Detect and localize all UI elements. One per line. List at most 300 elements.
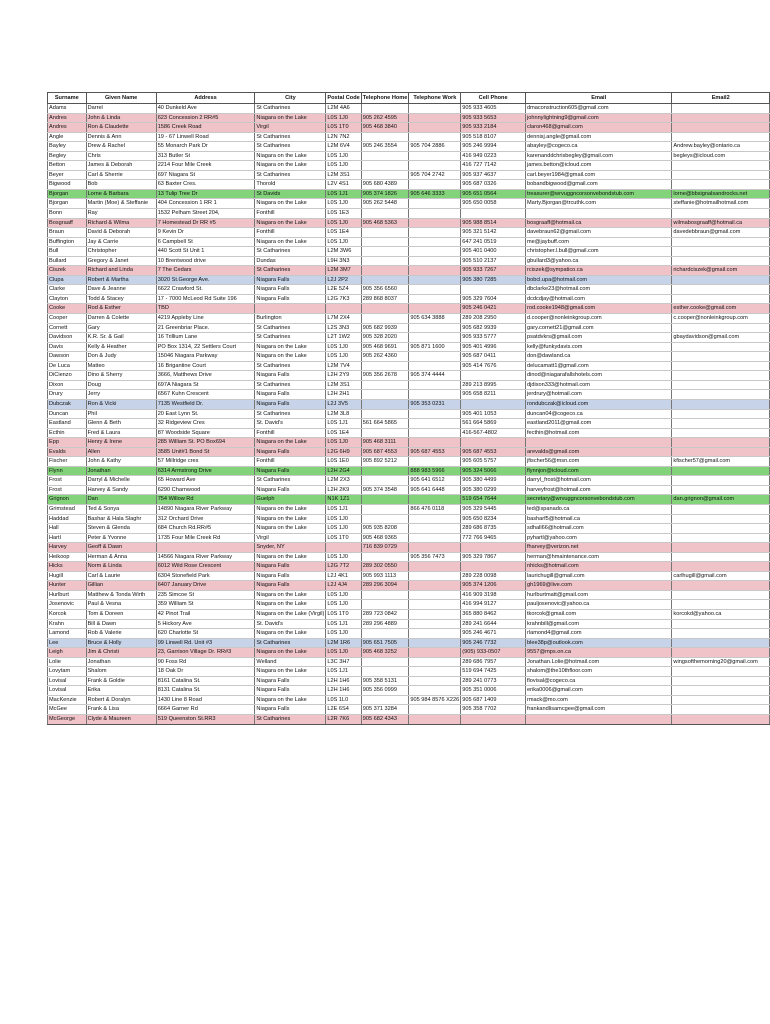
cell-surname[interactable]: Begley [48,151,87,161]
cell-cell-phone[interactable]: 905 687 4553 [461,447,526,457]
cell-telephone-work[interactable]: 905 356 7473 [409,552,461,562]
table-row[interactable] [48,199,770,209]
cell-email2[interactable] [672,104,770,114]
cell-surname[interactable]: Clarke [48,285,87,295]
cell-email[interactable]: herman@hmaintenance.com [526,552,672,562]
table-row[interactable] [48,113,770,123]
cell-postal-code[interactable]: L7M 2X4 [326,314,361,324]
table-row[interactable] [48,638,770,648]
cell-given-name[interactable]: Drew & Rachel [86,142,156,152]
cell-given-name[interactable]: Phil [86,409,156,419]
cell-surname[interactable]: Hall [48,524,87,534]
cell-telephone-home[interactable]: 905 892 5212 [361,457,409,467]
cell-email2[interactable] [672,466,770,476]
cell-email[interactable]: treasurer@wrvuggncorsonvebondstub.com [526,189,672,199]
table-row[interactable] [48,266,770,276]
cell-cell-phone[interactable]: 905 380 4499 [461,476,526,486]
table-row[interactable] [48,476,770,486]
cell-telephone-home[interactable] [361,629,409,639]
cell-city[interactable]: St Catharines [255,104,326,114]
table-row[interactable] [48,705,770,715]
cell-email[interactable]: djdixon333@hotmail.com [526,380,672,390]
cell-email2[interactable] [672,161,770,171]
table-row[interactable] [48,600,770,610]
cell-telephone-work[interactable] [409,361,461,371]
cell-cell-phone[interactable]: 905 650 8234 [461,514,526,524]
cell-telephone-work[interactable] [409,571,461,581]
cell-telephone-work[interactable] [409,285,461,295]
cell-postal-code[interactable]: L2G 7K3 [326,294,361,304]
table-row[interactable] [48,189,770,199]
cell-email[interactable]: dinod@niagarafallshotels.com [526,371,672,381]
table-row[interactable] [48,294,770,304]
cell-cell-phone[interactable]: 905 651 0564 [461,189,526,199]
cell-surname[interactable]: Bosgraaff [48,218,87,228]
cell-given-name[interactable]: Richard & Wilma [86,218,156,228]
cell-email[interactable]: pyhartl@yahoo.com [526,533,672,543]
cell-surname[interactable]: Lamond [48,629,87,639]
cell-email2[interactable] [672,667,770,677]
cell-cell-phone[interactable]: 905 380 7285 [461,275,526,285]
cell-telephone-work[interactable]: 905 704 2742 [409,170,461,180]
cell-given-name[interactable]: Richard and Linda [86,266,156,276]
cell-address[interactable]: 754 Willow Rd [156,495,255,505]
cell-surname[interactable]: Angle [48,132,87,142]
cell-city[interactable]: Niagara on the Lake [255,695,326,705]
cell-postal-code[interactable]: L0S 1E0 [326,457,361,467]
cell-address[interactable]: 17 - 7000 McLeod Rd Suite 196 [156,294,255,304]
cell-surname[interactable]: Duncan [48,409,87,419]
cell-cell-phone[interactable]: 905 358 7702 [461,705,526,715]
cell-telephone-work[interactable] [409,113,461,123]
table-row[interactable] [48,571,770,581]
cell-email2[interactable] [672,476,770,486]
table-row[interactable] [48,228,770,238]
cell-telephone-home[interactable] [361,514,409,524]
cell-telephone-home[interactable] [361,380,409,390]
cell-given-name[interactable]: Carl & Sherrie [86,170,156,180]
cell-email2[interactable] [672,705,770,715]
cell-telephone-work[interactable]: 905 687 4553 [409,447,461,457]
cell-telephone-home[interactable]: 905 468 9365 [361,533,409,543]
cell-email[interactable]: dbclarke23@hotmail.com [526,285,672,295]
cell-city[interactable]: Niagara Falls [255,399,326,409]
cell-postal-code[interactable]: L0S 1J0 [326,113,361,123]
cell-surname[interactable]: Clupa [48,275,87,285]
cell-cell-phone[interactable]: 416 727 7142 [461,161,526,171]
cell-postal-code[interactable]: L0S 1J0 [326,514,361,524]
cell-telephone-home[interactable]: 905 374 3548 [361,485,409,495]
cell-email2[interactable] [672,399,770,409]
cell-postal-code[interactable]: L2J 4K1 [326,571,361,581]
cell-surname[interactable]: Epp [48,438,87,448]
table-row[interactable] [48,247,770,257]
cell-city[interactable]: Niagara Falls [255,676,326,686]
cell-telephone-work[interactable] [409,161,461,171]
cell-telephone-home[interactable]: 905 262 5448 [361,199,409,209]
cell-email2[interactable] [672,524,770,534]
cell-address[interactable]: 6664 Garner Rd [156,705,255,715]
cell-email2[interactable]: Andrew.bayley@ontario.ca [672,142,770,152]
cell-postal-code[interactable]: L0S 1J1 [326,189,361,199]
table-row[interactable] [48,695,770,705]
cell-surname[interactable]: Evalds [48,447,87,457]
cell-address[interactable]: PO Box 1314, 22 Settlers Court [156,342,255,352]
cell-surname[interactable]: Cornett [48,323,87,333]
cell-email[interactable] [526,209,672,219]
cell-city[interactable]: Niagara on the Lake [255,524,326,534]
cell-city[interactable]: Niagara Falls [255,581,326,591]
cell-cell-phone[interactable]: 905 329 5445 [461,504,526,514]
cell-postal-code[interactable]: L2M 7V4 [326,361,361,371]
cell-telephone-work[interactable]: 905 641 6512 [409,476,461,486]
cell-cell-phone[interactable]: 905 380 0299 [461,485,526,495]
cell-postal-code[interactable]: L0S 1J0 [326,648,361,658]
cell-city[interactable]: Niagara Falls [255,466,326,476]
cell-email2[interactable]: esther.cooke@gmail.com [672,304,770,314]
cell-city[interactable]: Niagara on the Lake [255,667,326,677]
cell-address[interactable]: 1532 Pelham Street 204, [156,209,255,219]
table-row[interactable] [48,409,770,419]
cell-email2[interactable]: korcokd@yahoo.ca [672,609,770,619]
cell-city[interactable]: Niagara on the Lake [255,438,326,448]
cell-telephone-work[interactable] [409,333,461,343]
cell-cell-phone[interactable]: (905) 933-0507 [461,648,526,658]
cell-given-name[interactable]: Shalom [86,667,156,677]
cell-surname[interactable]: Hurlburt [48,590,87,600]
cell-surname[interactable]: Ciszek [48,266,87,276]
cell-email[interactable]: johnnylightning9@gmail.com [526,113,672,123]
cell-email[interactable]: gary.cornett21@gmail.com [526,323,672,333]
cell-postal-code[interactable]: L0S 1J0 [326,218,361,228]
cell-telephone-work[interactable]: 905 641 6448 [409,485,461,495]
cell-city[interactable]: Niagara on the Lake [255,237,326,247]
cell-surname[interactable]: Lovytam [48,667,87,677]
cell-telephone-home[interactable] [361,409,409,419]
cell-cell-phone[interactable]: 416 909 3198 [461,590,526,600]
cell-city[interactable]: St Catharines [255,266,326,276]
cell-telephone-work[interactable] [409,247,461,257]
cell-email2[interactable] [672,170,770,180]
cell-telephone-home[interactable] [361,476,409,486]
cell-email2[interactable] [672,361,770,371]
table-row[interactable] [48,380,770,390]
cell-telephone-home[interactable]: 905 468 3840 [361,123,409,133]
table-row[interactable] [48,161,770,171]
cell-address[interactable]: 6290 Charnwood [156,485,255,495]
cell-surname[interactable]: Hugill [48,571,87,581]
cell-telephone-work[interactable] [409,218,461,228]
cell-address[interactable]: 55 Monarch Park Dr [156,142,255,152]
cell-telephone-work[interactable] [409,104,461,114]
cell-given-name[interactable]: Ron & Claudette [86,123,156,133]
cell-given-name[interactable]: Jonathan [86,466,156,476]
cell-postal-code[interactable]: L0S 1J0 [326,552,361,562]
cell-surname[interactable]: Bullard [48,256,87,266]
cell-surname[interactable]: Fischer [48,457,87,467]
cell-email[interactable]: bosgraaff@hotmail.ca [526,218,672,228]
cell-cell-phone[interactable]: 772 766 9465 [461,533,526,543]
cell-city[interactable] [255,304,326,314]
cell-address[interactable]: 6314 Armstrong Drive [156,466,255,476]
table-row[interactable] [48,466,770,476]
cell-surname[interactable]: Heikoop [48,552,87,562]
cell-email[interactable]: don@dawland.ca [526,352,672,362]
cell-cell-phone[interactable]: 905 937 4637 [461,170,526,180]
cell-email[interactable]: rod.cooke1948@gmail.com [526,304,672,314]
cell-postal-code[interactable]: L0S 1J0 [326,151,361,161]
cell-address[interactable]: 7135 Westfield Dr. [156,399,255,409]
cell-telephone-work[interactable] [409,132,461,142]
cell-surname[interactable]: Betton [48,161,87,171]
cell-city[interactable]: Niagara on the Lake [255,151,326,161]
cell-surname[interactable]: Braun [48,228,87,238]
cell-address[interactable]: 285 William St. PO Box694 [156,438,255,448]
cell-email2[interactable] [672,237,770,247]
cell-given-name[interactable]: Peter & Yvonne [86,533,156,543]
cell-given-name[interactable]: Matteo [86,361,156,371]
cell-surname[interactable]: Krahn [48,619,87,629]
table-row[interactable] [48,667,770,677]
cell-city[interactable]: St Davids [255,189,326,199]
cell-postal-code[interactable]: L0S 1E4 [326,228,361,238]
cell-telephone-work[interactable] [409,380,461,390]
cell-given-name[interactable]: Ted & Sonya [86,504,156,514]
cell-telephone-work[interactable] [409,562,461,572]
cell-email2[interactable]: carlhugill@gmail.com [672,571,770,581]
cell-email2[interactable]: kfischer57@gmail.com [672,457,770,467]
cell-postal-code[interactable]: L0S 1J0 [326,590,361,600]
table-row[interactable] [48,552,770,562]
cell-city[interactable]: St. David's [255,619,326,629]
column-header-email[interactable]: Email [526,93,672,104]
cell-address[interactable]: 6407 January Drive [156,581,255,591]
cell-given-name[interactable]: Steven & Glenda [86,524,156,534]
cell-surname[interactable]: Haddad [48,514,87,524]
cell-surname[interactable]: Andres [48,113,87,123]
cell-email[interactable] [526,715,672,725]
table-row[interactable] [48,285,770,295]
cell-email2[interactable] [672,715,770,725]
cell-postal-code[interactable]: L2E 5Z4 [326,285,361,295]
cell-given-name[interactable]: Harvey & Sandy [86,485,156,495]
cell-postal-code[interactable]: L2H 2Y9 [326,371,361,381]
table-row[interactable] [48,581,770,591]
cell-telephone-work[interactable] [409,629,461,639]
cell-telephone-work[interactable]: 905 353 0231 [409,399,461,409]
cell-surname[interactable]: McGee [48,705,87,715]
table-row[interactable] [48,428,770,438]
cell-cell-phone[interactable]: 905 321 5142 [461,228,526,238]
cell-email2[interactable] [672,180,770,190]
cell-postal-code[interactable]: L2M 3W6 [326,247,361,257]
cell-cell-phone[interactable]: 905 510 2137 [461,256,526,266]
cell-telephone-home[interactable]: 905 468 9691 [361,342,409,352]
cell-postal-code[interactable]: L2G 7T2 [326,562,361,572]
cell-given-name[interactable]: Darren & Colette [86,314,156,324]
cell-telephone-work[interactable]: 888 983 5966 [409,466,461,476]
cell-address[interactable]: 519 Queenston St.RR3 [156,715,255,725]
cell-cell-phone[interactable]: 289 228 0098 [461,571,526,581]
cell-cell-phone[interactable] [461,285,526,295]
table-row[interactable] [48,619,770,629]
cell-cell-phone[interactable]: 289 241 0773 [461,676,526,686]
cell-telephone-home[interactable]: 905 468 5363 [361,218,409,228]
cell-address[interactable]: 312 Orchard Drive [156,514,255,524]
cell-address[interactable]: 20 East Lynn St. [156,409,255,419]
cell-city[interactable]: Snyder, NY [255,543,326,553]
cell-email2[interactable] [672,629,770,639]
cell-cell-phone[interactable]: 416-567-4802 [461,428,526,438]
cell-telephone-home[interactable]: 289 296 4889 [361,619,409,629]
cell-city[interactable]: Burlington [255,314,326,324]
cell-email[interactable]: flovisal@cogeco.ca [526,676,672,686]
cell-email[interactable]: christopher.l.bull@gmail.com [526,247,672,257]
cell-given-name[interactable]: Erika [86,686,156,696]
cell-telephone-home[interactable]: 289 296 3094 [361,581,409,591]
cell-city[interactable]: Niagara on the Lake [255,648,326,658]
cell-email2[interactable] [672,485,770,495]
cell-telephone-home[interactable] [361,161,409,171]
cell-email[interactable]: gh1969@live.com [526,581,672,591]
cell-given-name[interactable]: Dan [86,495,156,505]
cell-email2[interactable] [672,323,770,333]
cell-telephone-work[interactable]: 866 476 0118 [409,504,461,514]
cell-address[interactable]: 2214 Four Mile Creek [156,161,255,171]
cell-address[interactable]: 99 Linwell Rd. Unit #3 [156,638,255,648]
cell-telephone-home[interactable]: 905 682 4343 [361,715,409,725]
cell-given-name[interactable]: Frank & Goldie [86,676,156,686]
cell-email[interactable]: dmaconstruction605@gmail.com [526,104,672,114]
cell-cell-phone[interactable]: 905 246 4671 [461,629,526,639]
table-row[interactable] [48,209,770,219]
cell-city[interactable]: St Catharines [255,715,326,725]
cell-cell-phone[interactable] [461,371,526,381]
cell-telephone-work[interactable] [409,705,461,715]
cell-given-name[interactable]: James & Deborah [86,161,156,171]
cell-email[interactable]: tkorcok@gmail.com [526,609,672,619]
column-header-address[interactable]: Address [156,93,255,104]
cell-telephone-home[interactable] [361,504,409,514]
cell-telephone-work[interactable] [409,275,461,285]
table-row[interactable] [48,438,770,448]
cell-given-name[interactable]: Jay & Carrie [86,237,156,247]
cell-city[interactable]: Fonthill [255,209,326,219]
cell-telephone-work[interactable] [409,590,461,600]
cell-postal-code[interactable]: L0S 1J0 [326,199,361,209]
cell-email[interactable]: kelly@funkydavis.com [526,342,672,352]
cell-given-name[interactable]: Glenn & Beth [86,419,156,429]
cell-given-name[interactable]: Dave & Jeanne [86,285,156,295]
cell-surname[interactable]: Flynn [48,466,87,476]
cell-cell-phone[interactable]: 905 351 0006 [461,686,526,696]
table-row[interactable] [48,590,770,600]
cell-surname[interactable]: Korcok [48,609,87,619]
cell-city[interactable]: St Catharines [255,476,326,486]
cell-email[interactable]: davebraun62@gmail.com [526,228,672,238]
cell-address[interactable]: 65 Howard Ave [156,476,255,486]
cell-given-name[interactable]: Kelly & Heather [86,342,156,352]
cell-telephone-home[interactable]: 905 680 4389 [361,180,409,190]
cell-email2[interactable] [672,294,770,304]
cell-email2[interactable] [672,380,770,390]
table-row[interactable] [48,514,770,524]
cell-email[interactable]: claron468@gmail.com [526,123,672,133]
cell-email[interactable]: erika0006@gmail.com [526,686,672,696]
cell-telephone-work[interactable] [409,638,461,648]
cell-email2[interactable]: davedebbraun@gmail.com [672,228,770,238]
cell-address[interactable]: 23, Garrison Village Dr. RR#3 [156,648,255,658]
cell-cell-phone[interactable] [461,399,526,409]
cell-telephone-work[interactable] [409,648,461,658]
cell-telephone-work[interactable] [409,543,461,553]
cell-telephone-work[interactable] [409,180,461,190]
cell-postal-code[interactable]: L2M 1R6 [326,638,361,648]
cell-address[interactable]: 9 Kevin Dr [156,228,255,238]
cell-telephone-home[interactable]: 905 371 3284 [361,705,409,715]
cell-telephone-home[interactable]: 905 356 0999 [361,686,409,696]
cell-surname[interactable]: Bull [48,247,87,257]
cell-postal-code[interactable]: L2R 7K6 [326,715,361,725]
cell-telephone-home[interactable]: 289 868 8037 [361,294,409,304]
cell-telephone-home[interactable]: 905 687 4553 [361,447,409,457]
cell-telephone-home[interactable] [361,228,409,238]
cell-city[interactable]: Dundas [255,256,326,266]
cell-cell-phone[interactable]: 905 329 7604 [461,294,526,304]
cell-telephone-work[interactable] [409,495,461,505]
cell-address[interactable]: 57 Millridge cres [156,457,255,467]
cell-cell-phone[interactable]: 519 694 7425 [461,667,526,677]
cell-city[interactable]: Niagara on the Lake [255,504,326,514]
table-row[interactable] [48,314,770,324]
column-header-postal-code[interactable]: Postal Code [326,93,361,104]
cell-telephone-home[interactable]: 905 262 4360 [361,352,409,362]
cell-cell-phone[interactable]: 905 933 7267 [461,266,526,276]
cell-postal-code[interactable]: L0S 1J0 [326,161,361,171]
cell-address[interactable]: 21 Greenbriar Place. [156,323,255,333]
cell-email2[interactable] [672,419,770,429]
cell-address[interactable]: 18 Oak Dr [156,667,255,677]
cell-email2[interactable] [672,619,770,629]
cell-given-name[interactable]: Bill & Dawn [86,619,156,629]
cell-city[interactable]: Niagara on the Lake [255,199,326,209]
cell-telephone-work[interactable] [409,581,461,591]
cell-address[interactable]: 404 Concession 1 RR 1 [156,199,255,209]
cell-postal-code[interactable]: L2M 3M7 [326,266,361,276]
cell-cell-phone[interactable]: 905 401 4996 [461,342,526,352]
table-row[interactable] [48,533,770,543]
cell-email2[interactable] [672,123,770,133]
cell-postal-code[interactable]: L0S 1J0 [326,600,361,610]
cell-telephone-work[interactable] [409,533,461,543]
table-row[interactable] [48,495,770,505]
cell-telephone-home[interactable] [361,361,409,371]
cell-telephone-home[interactable]: 905 468 3252 [361,648,409,658]
cell-address[interactable] [156,543,255,553]
cell-telephone-work[interactable] [409,209,461,219]
cell-telephone-home[interactable] [361,304,409,314]
cell-surname[interactable]: Hunter [48,581,87,591]
cell-city[interactable]: Niagara on the Lake [255,552,326,562]
cell-cell-phone[interactable]: 905 246 9994 [461,142,526,152]
cell-given-name[interactable]: Rob & Valerie [86,629,156,639]
cell-email2[interactable] [672,581,770,591]
cell-postal-code[interactable]: L2M 6V4 [326,142,361,152]
cell-given-name[interactable]: Norm & Linda [86,562,156,572]
cell-email[interactable]: pauljosenovic@yahoo.ca [526,600,672,610]
cell-telephone-home[interactable] [361,657,409,667]
cell-given-name[interactable]: Henry & Irene [86,438,156,448]
